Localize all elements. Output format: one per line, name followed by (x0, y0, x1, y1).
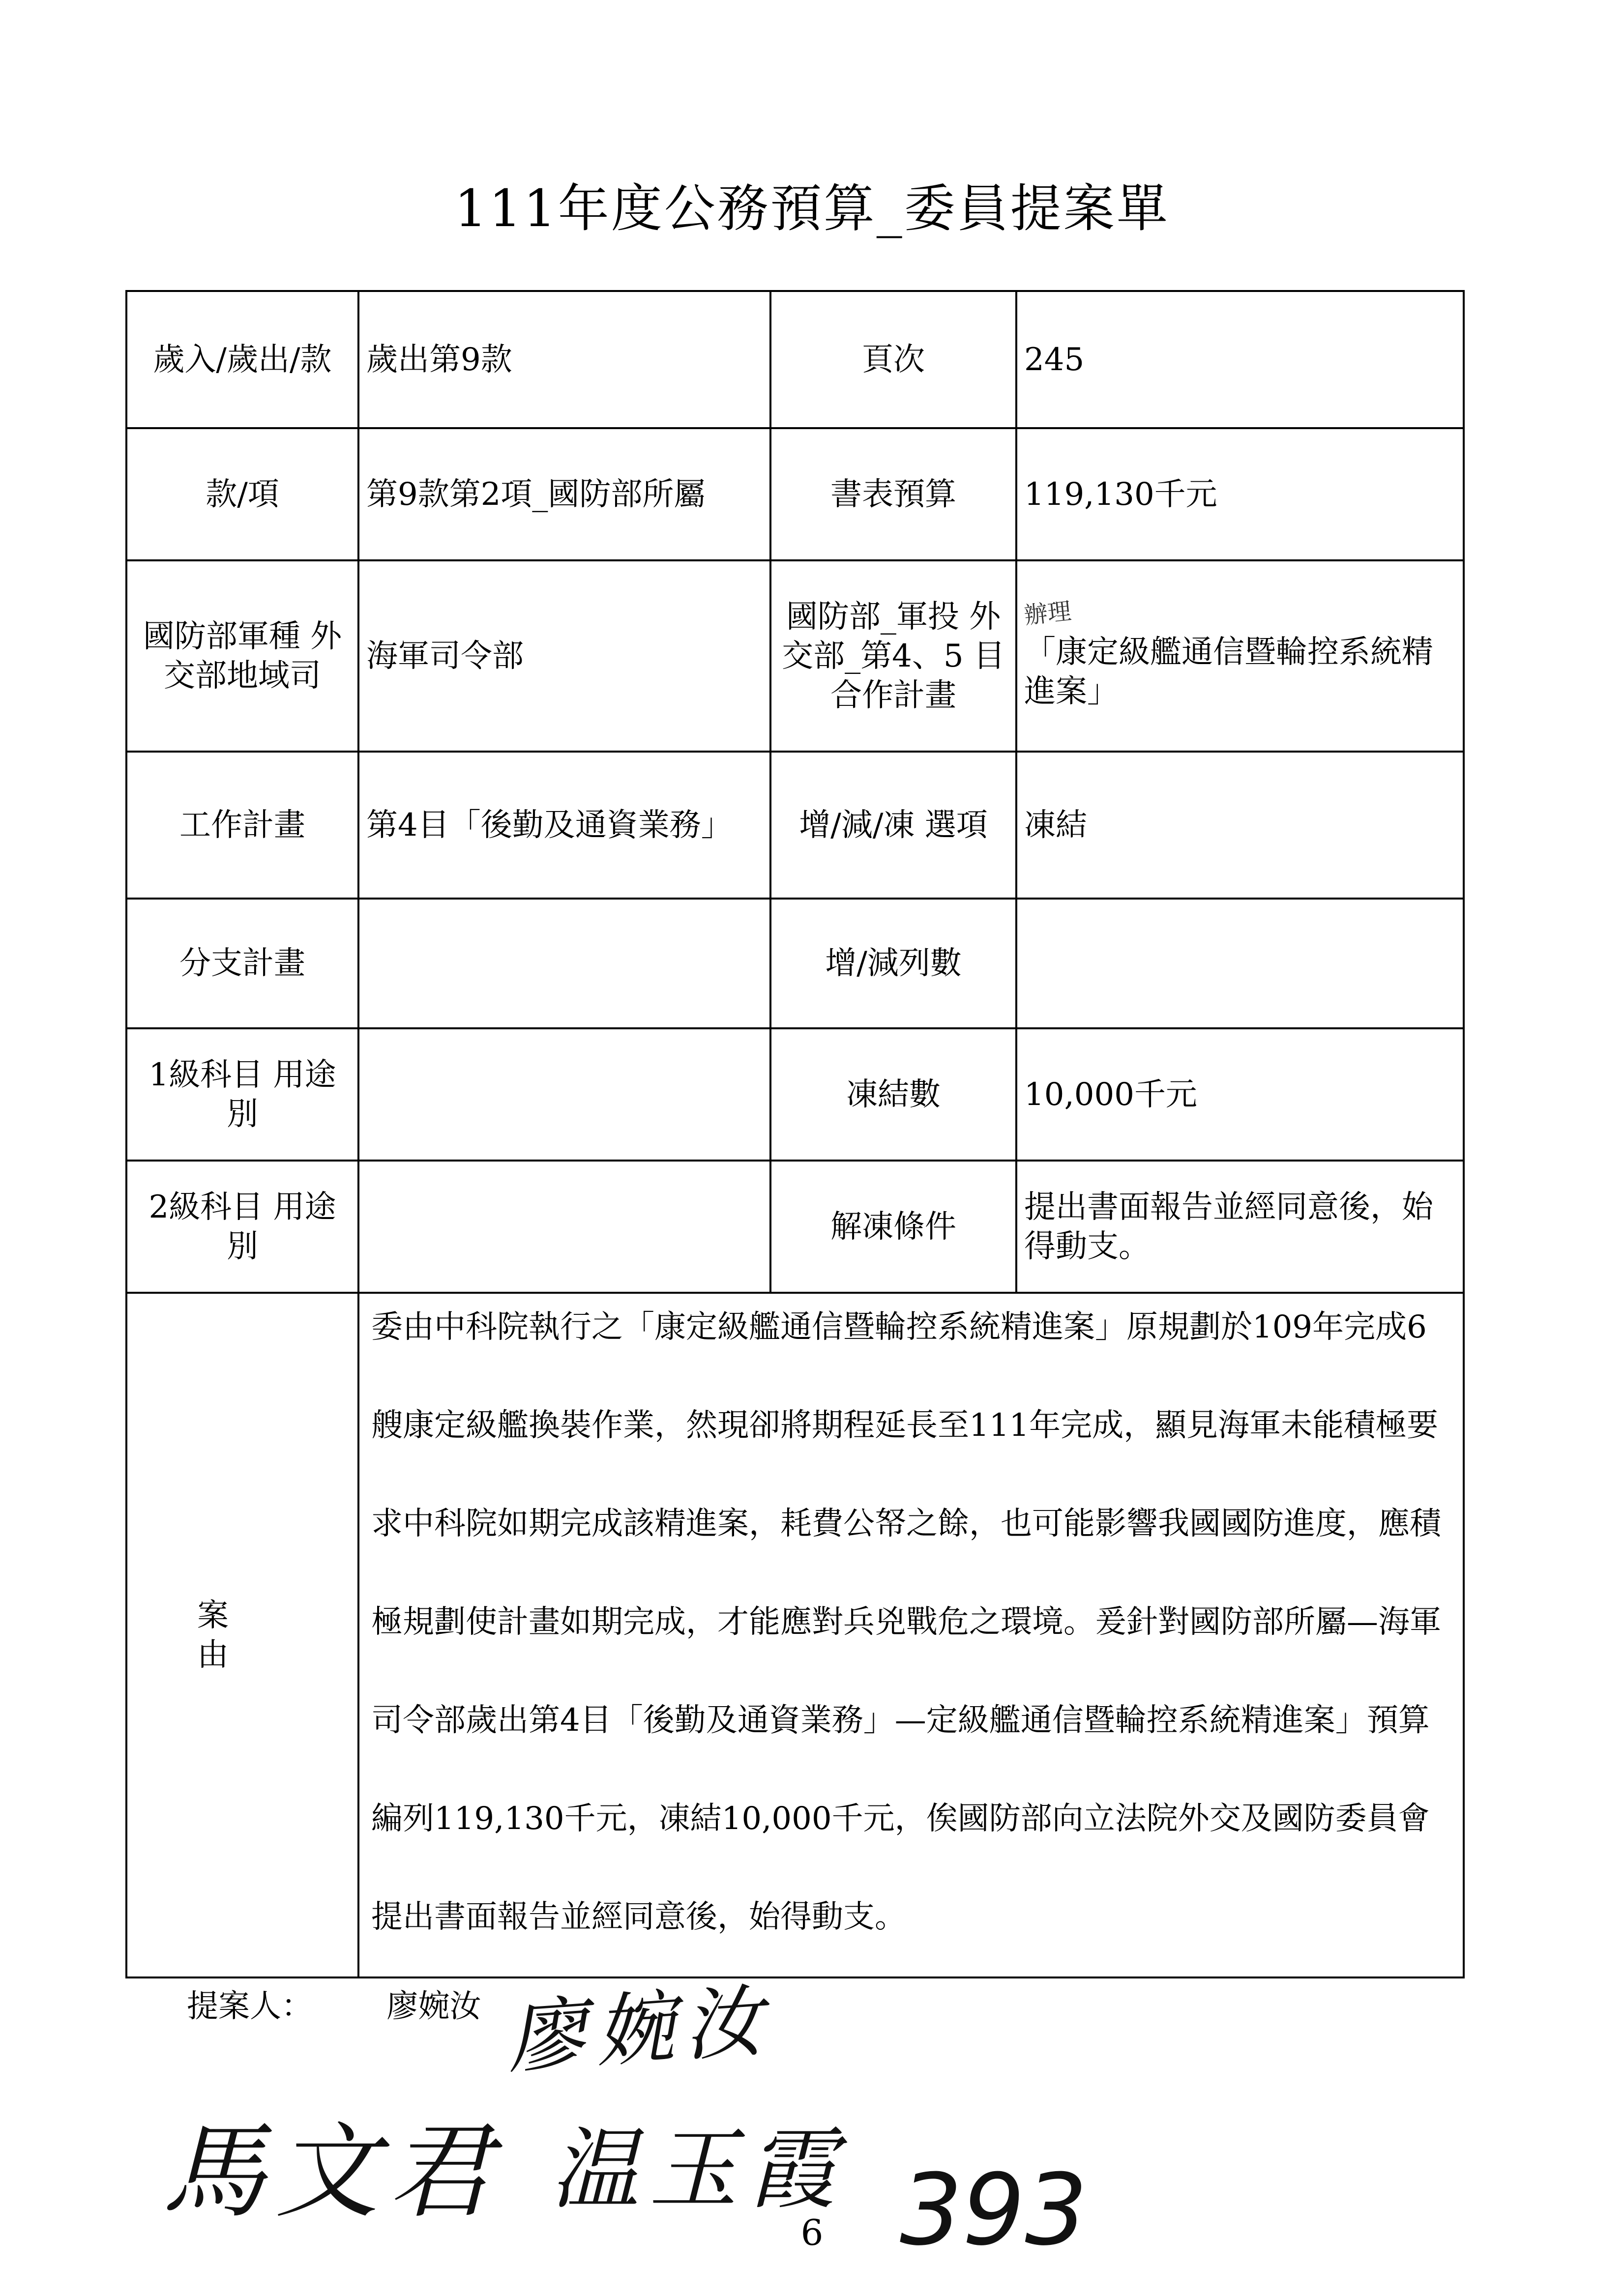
label-unfreeze-condition: 解凍條件 (770, 1161, 1016, 1293)
label-option: 增/減/凍 選項 (770, 752, 1016, 899)
value-freeze-amount: 10,000千元 (1016, 1028, 1464, 1161)
value-work-plan: 第4目「後勤及通資業務」 (358, 752, 770, 899)
form-row-reason (126, 1293, 1464, 1977)
label-level2: 2級科目 用途別 (126, 1161, 358, 1293)
label-level1: 1級科目 用途別 (126, 1028, 358, 1161)
form-row-unit (126, 560, 1464, 752)
value-level1 (358, 1028, 770, 1161)
label-branch-plan: 分支計畫 (126, 899, 358, 1028)
signature-3: 温玉霞 (551, 2119, 846, 2221)
label-adjust-amount: 增/減列數 (770, 899, 1016, 1028)
value-section: 歲出第9款 (358, 291, 770, 428)
document-title: 111年度公務預算_委員提案單 (454, 178, 1170, 238)
form-row-item (126, 428, 1464, 560)
label-freeze-amount: 凍結數 (770, 1028, 1016, 1161)
signature-1: 廖婉汝 (504, 1974, 775, 2085)
cooperation-plan-text: 「康定級艦通信暨輪控系統精進案」 (1024, 634, 1433, 710)
label-unit: 國防部軍種 外交部地域司 (126, 560, 358, 752)
proposer-label: 提案人： (187, 1988, 313, 2025)
label-item: 款/項 (126, 428, 358, 560)
form-row-level2 (126, 1161, 1464, 1293)
label-reason (126, 1293, 358, 1977)
value-adjust-amount (1016, 899, 1464, 1028)
handwritten-note: 辦理 (1023, 597, 1073, 630)
label-budget: 書表預算 (770, 428, 1016, 560)
reason-text: 委由中科院執行之「康定級艦通信暨輪控系統精進案」原規劃於109年完成6艘康定級艦換裝作業，然現卻將期程延長至111年完成，顯見海軍未能積極要求中科院如期完成該精進案，耗費公帑之餘，也可能影響我國國防進度，應積極規劃使計畫如期完成，才能應對兵兇戰危之環境。爰針對國防部所屬—海軍司令部歲出第4目「後勤及通資業務」—定級艦通信暨輪控系統精進案」預算編列119,130千元，凍結10,000千元，俟國防部向立法院外交及國防委員會提出書面報告並經同意後，始得動支。 (371, 1309, 1441, 1935)
page-number: 6 (800, 2212, 824, 2253)
value-unit: 海軍司令部 (358, 560, 770, 752)
form-row-section (126, 291, 1464, 428)
label-page: 頁次 (770, 291, 1016, 428)
form-row-work-plan (126, 752, 1464, 899)
value-branch-plan (358, 899, 770, 1028)
label-work-plan: 工作計畫 (126, 752, 358, 899)
signature-2: 馬文君 (162, 2112, 502, 2232)
proposer-line (187, 1981, 481, 2026)
value-item: 第9款第2項_國防部所屬 (358, 428, 770, 560)
proposer-name: 廖婉汝 (386, 1988, 481, 2025)
value-reason (358, 1293, 1464, 1977)
label-cooperation-plan: 國防部_軍投 外交部_第4、5 目合作計畫 (770, 560, 1016, 752)
value-page: 245 (1016, 291, 1464, 428)
form-row-branch-plan (126, 899, 1464, 1028)
label-section: 歲入/歲出/款 (126, 291, 358, 428)
handwritten-number: 393 (900, 2153, 1088, 2267)
value-cooperation-plan (1016, 560, 1464, 752)
form-row-level1 (126, 1028, 1464, 1161)
value-unfreeze-condition: 提出書面報告並經同意後，始得動支。 (1016, 1161, 1464, 1293)
proposal-form-table (125, 290, 1465, 1978)
value-budget: 119,130千元 (1016, 428, 1464, 560)
reason-label-text: 案 由 (197, 1597, 288, 1673)
value-option: 凍結 (1016, 752, 1464, 899)
value-level2 (358, 1161, 770, 1293)
